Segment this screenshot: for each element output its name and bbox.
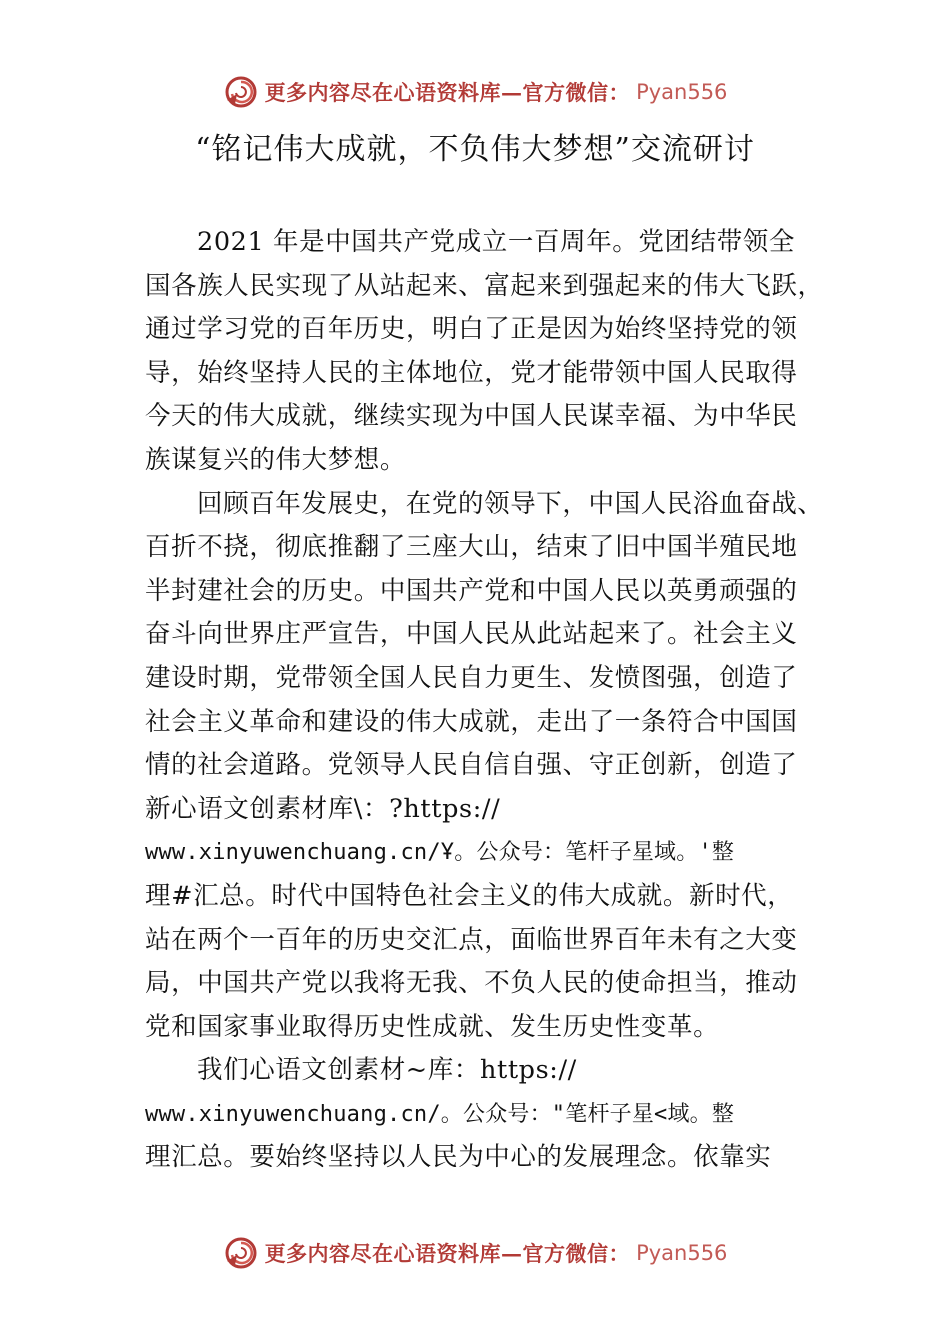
- text-line: 党和国家事业取得历史性成就、发生历史性变革。: [145, 1011, 720, 1042]
- text-line: 新心语文创素材库\：?https://: [145, 793, 501, 824]
- red-spiral-logo-icon: [223, 74, 259, 110]
- text-line: 百折不挠，彻底推翻了三座大山，结束了旧中国半殖民地: [145, 532, 798, 563]
- text-line: 回顾百年发展史，在党的领导下，中国人民浴血奋战、: [197, 488, 824, 519]
- text-line: 局，中国共产党以我将无我、不负人民的使命担当，推动: [145, 968, 798, 999]
- text-line: 理汇总。要始终坚持以人民为中心的发展理念。依靠实: [145, 1142, 772, 1173]
- text-line: 通过学习党的百年历史，明白了正是因为始终坚持党的领: [145, 314, 798, 345]
- footer-banner: [0, 1231, 950, 1275]
- document-body: [145, 221, 845, 1180]
- red-spiral-logo-icon: [223, 1235, 259, 1271]
- text-line: 半封建社会的历史。中国共产党和中国人民以英勇顽强的: [145, 575, 798, 606]
- text-line: 理#汇总。时代中国特色社会主义的伟大成就。新时代，: [145, 880, 794, 911]
- text-line: 国各族人民实现了从站起来、富起来到强起来的伟大飞跃，: [145, 270, 824, 301]
- banner-text: 更多内容尽在心语资料库—官方微信：: [264, 1241, 631, 1266]
- banner-wechat-id: Pyan556: [636, 1241, 728, 1265]
- text-line: 社会主义革命和建设的伟大成就，走出了一条符合中国国: [145, 706, 798, 737]
- text-line: 我们心语文创素材~库：https://: [197, 1055, 577, 1086]
- text-line: 2021 年是中国共产党成立一百周年。党团结带领全: [197, 227, 796, 257]
- text-line: 情的社会道路。党领导人民自信自强、守正创新，创造了: [145, 750, 798, 781]
- text-line: 今天的伟大成就，继续实现为中国人民谋幸福、为中华民: [145, 401, 798, 432]
- header-banner: [0, 70, 950, 114]
- text-line: www.xinyuwenchuang.cn/。公众号："笔杆子星<域。整: [145, 1101, 735, 1127]
- banner-wechat-id: Pyan556: [636, 80, 728, 104]
- document-title: “铭记伟大成就，不负伟大梦想”交流研讨: [195, 132, 755, 167]
- text-line: www.xinyuwenchuang.cn/Ұ。公众号：笔杆子星域。'整: [145, 840, 735, 866]
- text-line: 导，始终坚持人民的主体地位，党才能带领中国人民取得: [145, 357, 798, 388]
- text-line: 奋斗向世界庄严宣告，中国人民从此站起来了。社会主义: [145, 619, 798, 650]
- text-line: 站在两个一百年的历史交汇点，面临世界百年未有之大变: [145, 924, 798, 955]
- banner-text: 更多内容尽在心语资料库—官方微信：: [264, 80, 631, 105]
- text-line: 族谋复兴的伟大梦想。: [145, 444, 407, 475]
- text-line: 建设时期，党带领全国人民自力更生、发愤图强，创造了: [145, 662, 798, 693]
